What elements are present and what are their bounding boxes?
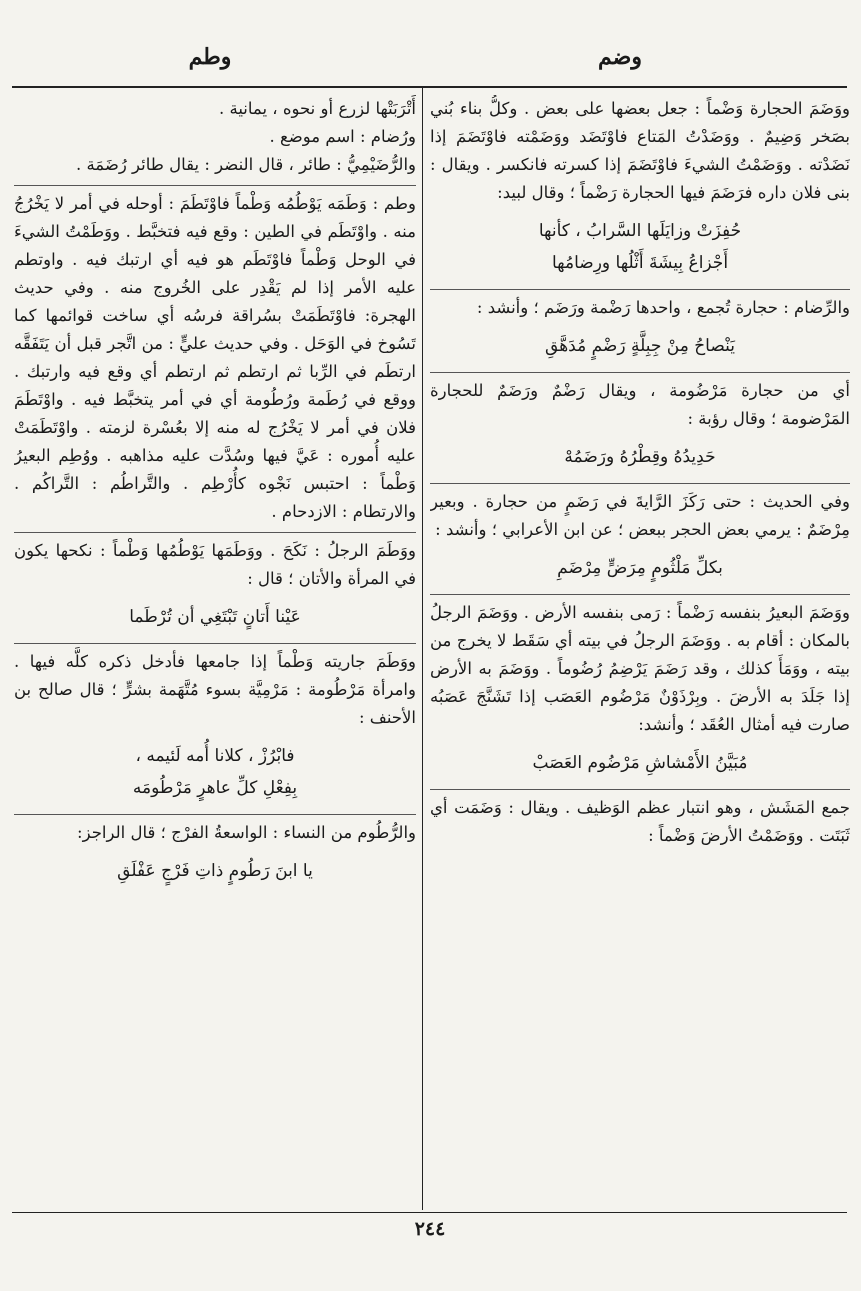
entry-paragraph: جمع المَشَش ، وهو انتبار عظم الوَظيف . ويقال : وَضَمَت أي ثَبَتَت . ووَضَمْتُ الأرضَ وَضْماً : [430,798,850,845]
separator [430,289,850,290]
entry-paragraph: وفي الحديث : حتى رَكَزَ الرَّايةَ في رَضَمٍ من حجارة . وبعير مِرْضَمٌ : يرمي بعض الحجر ببعض ؛ عن ابن الأعرابي ؛ وأنشد : [430,492,850,539]
verse-line: يَنْصاحُ مِنْ جِبِلَّةٍ رَضْمٍ مُدَهَّقِ [545,336,735,356]
verse-line: يا ابنَ رَطُومٍ ذاتِ فَرْجٍ عَفْلَقِ [117,861,313,881]
entry-paragraph: أَتْرَبَتْها لزرع أو نحوه ، يمانية . [218,99,416,118]
left-column [14,95,416,1207]
separator [430,372,850,373]
verse-line: حُفِزَتْ وزايَلَها السَّرابُ ، كأنها [538,221,742,241]
verse [14,740,416,804]
verse-line: فابْرُزْ ، كلانا أُمه لَئيمه ، [135,746,295,766]
verse-line: حَدِيدُهُ وقِطْرُهُ ورَضَمُهْ [564,447,716,467]
separator [14,185,416,186]
separator [430,483,850,484]
verse-line: أَجْزاعُ بِيشَةَ أَثْلُها ورِضامُها [551,253,729,273]
entry-paragraph: أي من حجارة مَرْضُومة ، ويقال رَضْمٌ ورَضَمٌ للحجارة المَرْضومة ؛ وقال رؤبة : [430,381,850,428]
right-column [430,95,850,1207]
verse-line: بِفِعْلِ كلِّ عاهرٍ مَرْطُومَه [132,778,298,798]
entry-paragraph: ووَضَمَ الحجارة وَضْماً : جعل بعضها على بعض . وكلُّ بناء بُني بصَخر وَضِيمٌ . ووَضَدْتُ المَتاع فاوْتَضَد ووَضَمْته فاوْتَضَمَ إذا نَضَدْته . ووَضَمْتُ الشيءَ فاوْتَضَمَ إذا كسرته فانكسر . ويقال : بنى فلان داره فرَضَمَ فيها الحجارة رَضْماً ؛ وقال لبيد: [430,99,850,202]
separator [430,789,850,790]
header-rule [12,86,847,88]
verse-line: بكلِّ مَلْثُومٍ مِرَضٍّ مِرْضَمِ [557,558,723,578]
verse-line: مُبَيَّنُ الأَمْشاشِ مَرْضُوم العَصَبْ [532,753,748,773]
header-word-left: وطم [188,44,232,70]
entry-paragraph: والرُّضَيْمِيُّ : طائر ، قال النضر : يقال طائر رُضَمَة . [75,155,416,174]
entry-paragraph: وطم : وَطَمَه يَوْطُمُه وَطْماً فاوْتَطَمَ : أوحله في أمر لا يَخْرُجُ منه . واوْتَطَم في الطين : وقع فيه فتخبَّط . ووَطَمْتُ الشيءَ في الوحل وَطْماً فاوْتَطَم هو فيه أي ارتبك فيه . واوتطم عليه الأمر إذا لم يَقْدِر على الخُروج منه . وفي حديث الهجرة: فاوْتَطَمَتْ بسُراقة فرسُه أي ساخت قوائمها كما تَسُوخ في الوَحَل . وفي حديث عليٍّ : من اتَّجر قبل أن يَتَفَقَّه ارتطَم في الرِّبا ثم ارتطم ثم ارتطم أي وقع فيه وارتبك . ووقع في رُطَمة ورُطُومة أي في أمر يتخبَّط فيه . واوْتَطَمَ فلان في أمر لا يَخْرُج له منه إلا بعُسْرة لزمته . واوْتَطَمَتْ عليه أُموره : عَيَّ فيها وسُدَّت عليه مذاهبه . ووُطِم البعيرُ وَطْماً : احتبس نَجْوه كأُرْطِم . والتَّراطُم : التَّراكُم . والارتطام : الازدحام . [14,194,416,521]
entry-paragraph: ووَطَمَ الرجلُ : نَكَحَ . ووَطَمَها يَوْطُمُها وَطْماً : نكحها يكون في المرأة والأتان ؛ قال : [14,541,416,588]
separator [430,594,850,595]
verse [430,215,850,279]
separator [14,814,416,815]
header-word-right: وضم [598,44,642,70]
separator [14,643,416,644]
separator [14,532,416,533]
entry-paragraph: والرِّضام : حجارة تُجمع ، واحدها رَضْمة ورَضَم ؛ وأنشد : [476,298,850,317]
verse-line: عَيْنا أَتانٍ تَبْتَغِي أن تُرْطَما [129,607,301,627]
footer-rule [12,1212,847,1213]
entry-paragraph: والرُّطُوم من النساء : الواسعةُ الفرْج ؛ قال الراجز: [77,823,416,842]
entry-paragraph: ووَضَمَ البعيرُ بنفسه رَضْماً : رَمى بنفسه الأرض . ووَضَمَ الرجلُ بالمكان : أقام به . ووَضَمَ الرجلُ في بيته أي سَقَط لا يخرج من بيته ، ووَمَأَ كذلك ، وقد رَضَمَ يَرْضِمُ رُضُوماً . ووَضَمَ به الأرض إذا جَلَدَ به الأرضَ . وبِرْذَوْنٌ مَرْضُوم العَصَب إذا تَشَنَّجَ عَصَبُه صارت فيه أمثال العُقَد ؛ وأنشد: [430,603,850,734]
column-divider [422,88,423,1210]
page-number: ٢٤٤ [414,1218,446,1240]
entry-paragraph: ووَطَمَ جاريته وَطْماً إذا جامعها فأدخل ذكره كلَّه فيها . وامرأة مَرْطُومة : مَرْمِيَّة بسوء مُتَّهَمة بشرٍّ ؛ قال صالح بن الأحنف : [14,652,416,727]
entry-paragraph: ورُضام : اسم موضع . [269,127,416,146]
